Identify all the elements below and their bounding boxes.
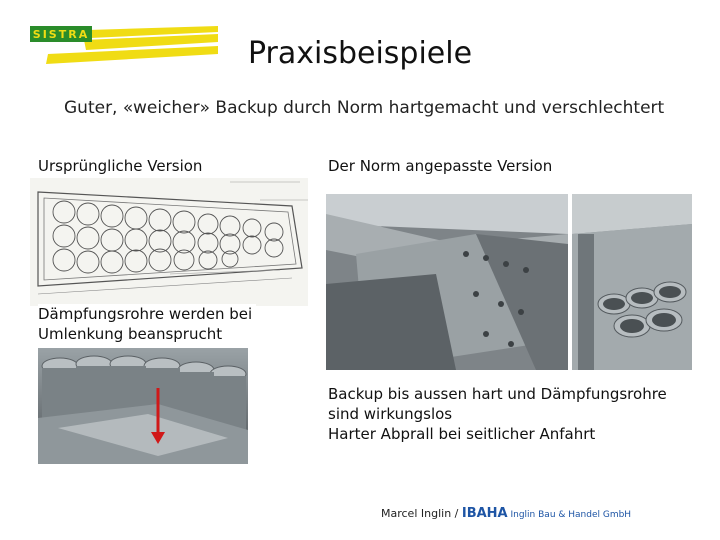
caption-norm-version: Backup bis aussen hart und Dämpfungsrohre sind wirkungslos Harter Abprall bei seitlicher Anfahrt xyxy=(328,385,667,443)
heading-norm-version: Der Norm angepasste Version xyxy=(328,157,553,175)
footer-org-full: Inglin Bau & Handel GmbH xyxy=(507,510,632,520)
footer-author: Marcel Inglin / xyxy=(381,507,462,520)
footer-org: IBAHA xyxy=(461,506,508,521)
logo-text: SISTRA xyxy=(32,28,90,41)
footer-credit xyxy=(381,506,631,521)
heading-original-version: Ursprüngliche Version xyxy=(38,157,203,175)
page-title: Praxisbeispiele xyxy=(247,36,473,71)
caption-original-version: Dämpfungsrohre werden bei Umlenkung beansprucht xyxy=(38,304,256,344)
photo-damping-tubes xyxy=(38,348,248,464)
photo-norm-version-2 xyxy=(572,194,692,370)
photo-norm-version-1 xyxy=(326,194,568,370)
drawing-original-version xyxy=(30,178,308,306)
page-subtitle: Guter, «weicher» Backup durch Norm hartgemacht und verschlechtert xyxy=(64,98,665,118)
